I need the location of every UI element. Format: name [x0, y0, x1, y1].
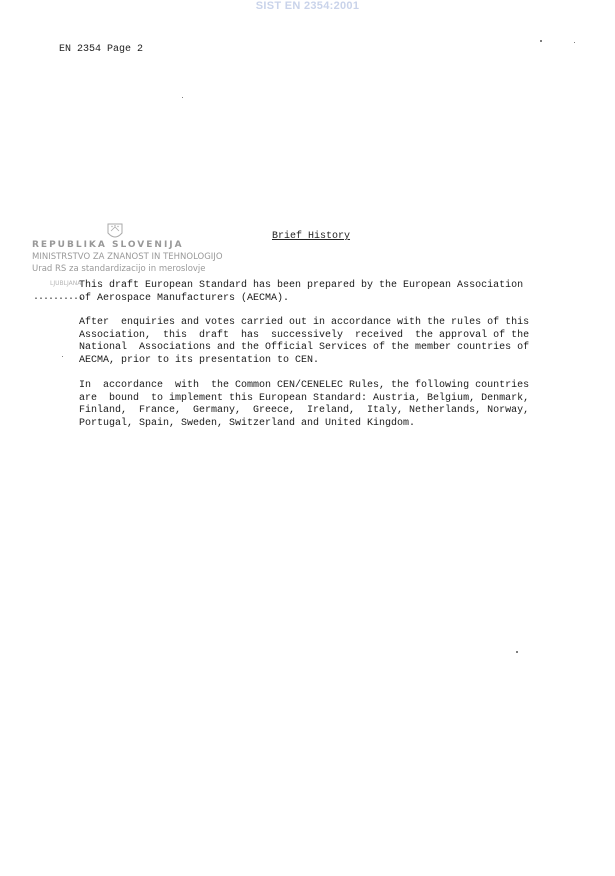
stamp-line-3: Urad RS za standardizacijo in meroslovje [32, 264, 206, 274]
watermark: SIST EN 2354:2001 [255, 0, 360, 12]
paragraph-countries: In accordance with the Common CEN/CENELEC Rules, the following countries are bound to implement this European Standard: Austria, Belgium, Denmark, Finland, France, Germany, Greece, Ireland, Italy, Netherlands, Norway, Portugal, Spain, Sweden, Switzerland and United Kingdom. [79, 380, 530, 429]
speck [540, 40, 542, 42]
speck [516, 651, 518, 653]
stamp-line-4: LJUBLJANA [50, 280, 82, 287]
page-header: EN 2354 Page 2 [59, 44, 144, 55]
speck [182, 97, 183, 98]
leader-dots: .......... [33, 292, 84, 303]
speck [62, 356, 63, 357]
speck [574, 42, 575, 43]
crest-icon [104, 222, 126, 242]
stamp-line-2: MINISTRSTVO ZA ZNANOST IN TEHNOLOGIJO [32, 252, 223, 262]
paragraph-approval: After enquiries and votes carried out in accordance with the rules of this Association, this draft has successively received the approval of the National Associations and the Official Services of the member countries of AECMA, prior to its presentation to CEN. [79, 317, 530, 366]
paragraph-preparation: This draft European Standard has been prepared by the European Association of Aerospace Manufacturers (AECMA). [79, 280, 524, 304]
section-title: Brief History [272, 231, 351, 242]
stamp-line-1: REPUBLIKA SLOVENIJA [32, 240, 184, 250]
